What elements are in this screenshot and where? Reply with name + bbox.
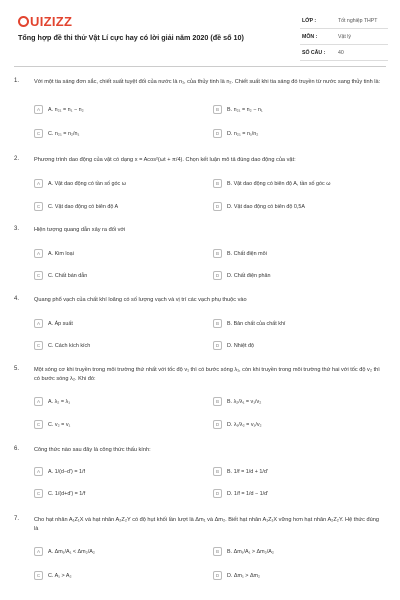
question-text: Hiện tượng quang dẫn xảy ra đối với: [34, 227, 126, 233]
question-text: Một sóng cơ khi truyền trong môi trường thứ nhất với tốc độ v₁ thì có bước sóng λ₁, còn khi truyền trong môi trường thứ hai với tốc độ v₂ thì có bước sóng λ₂. Khi đó:: [34, 367, 380, 382]
option-a[interactable]: A A. Kim loại: [34, 248, 208, 261]
option-c[interactable]: C C. 1/(d+d') = 1/f: [34, 488, 208, 501]
meta-row-subject: MÔN : Vật lý: [300, 29, 388, 45]
option-d[interactable]: D D. λ₁/λ₂ = v₁/v₂: [213, 419, 387, 432]
option-b[interactable]: B B. Bản chất của chất khí: [213, 318, 387, 331]
option-c[interactable]: C C. Chất bán dẫn: [34, 270, 208, 283]
logo-q-icon: [18, 16, 29, 27]
question-text: Phương trình dao động của vật có dạng x = Acos²(ωt + π/4). Chọn kết luận mô tả đúng dao động của vật:: [34, 157, 296, 163]
header: [0, 0, 400, 68]
question-text: Với một tia sáng đơn sắc, chiết suất tuyệt đối của nước là n₁, của thủy tinh là n₂. Chiết suất khi tia sáng đó truyền từ nước sang thủy tinh là:: [34, 79, 381, 85]
quizizz-logo: UIZIZZ: [18, 14, 72, 29]
option-a[interactable]: A A. 1/(d−d') = 1/f: [34, 466, 208, 479]
option-d[interactable]: D D. Δm₁ > Δm₂: [213, 570, 387, 583]
option-a[interactable]: A A. λ₂ = λ₁: [34, 396, 208, 409]
option-a[interactable]: A A. Vật dao động có tần số góc ω: [34, 178, 208, 191]
option-c[interactable]: C C. v₂ = v₁: [34, 419, 208, 432]
option-d[interactable]: D D. Vật dao động có biên độ 0,5A: [213, 201, 387, 214]
option-a[interactable]: A A. n₂₁ = n₁ − n₂: [34, 104, 208, 117]
page-title: Tổng hợp đề thi thử Vật Lí cực hay có lời giải năm 2020 (đề số 10): [18, 33, 244, 42]
option-c[interactable]: C C. Cách kích kích: [34, 340, 208, 353]
question-text: Cho hạt nhân A₁Z₁X và hạt nhân A₂Z₂Y có độ hụt khối lần lượt là Δm₁ và Δm₂. Biết hạt nhân A₁Z₁X vững hơn hạt nhân A₂Z₂Y. Hệ thức đúng là: [34, 517, 379, 532]
option-d[interactable]: D D. Chất điện phân: [213, 270, 387, 283]
option-b[interactable]: B B. Vật dao động có biên độ A, tần số góc ω: [213, 178, 387, 191]
option-d[interactable]: D D. 1/f = 1/d − 1/d': [213, 488, 387, 501]
option-a[interactable]: A A. Áp suất: [34, 318, 208, 331]
question-text: Công thức nào sau đây là công thức thấu kính:: [34, 447, 151, 453]
option-b[interactable]: B B. Δm₁/A₁ > Δm₂/A₂: [213, 546, 387, 559]
option-b[interactable]: B B. 1/f = 1/d + 1/d': [213, 466, 387, 479]
meta-row-count: SỐ CÂU : 40: [300, 45, 388, 61]
option-c[interactable]: C C. Vật dao động có biên độ A: [34, 201, 208, 214]
option-b[interactable]: B B. Chất điện môi: [213, 248, 387, 261]
option-a[interactable]: A A. Δm₁/A₁ < Δm₂/A₂: [34, 546, 208, 559]
option-b[interactable]: B B. λ₂/λ₁ = v₁/v₂: [213, 396, 387, 409]
meta-row-class: LỚP : Tốt nghiệp THPT: [300, 13, 388, 29]
option-c[interactable]: C C. A₁ > A₂: [34, 570, 208, 583]
option-d[interactable]: D D. n₂₁ = n₁/n₂: [213, 128, 387, 141]
option-b[interactable]: B B. n₂₁ = n₂ − n₁: [213, 104, 387, 117]
meta-table: [300, 13, 388, 61]
header-divider: [14, 66, 386, 67]
question-text: Quang phổ vạch của chất khí loãng có số lượng vạch và vị trí các vạch phụ thuộc vào: [34, 297, 247, 303]
option-c[interactable]: C C. n₂₁ = n₂/n₁: [34, 128, 208, 141]
option-d[interactable]: D D. Nhiệt độ: [213, 340, 387, 353]
